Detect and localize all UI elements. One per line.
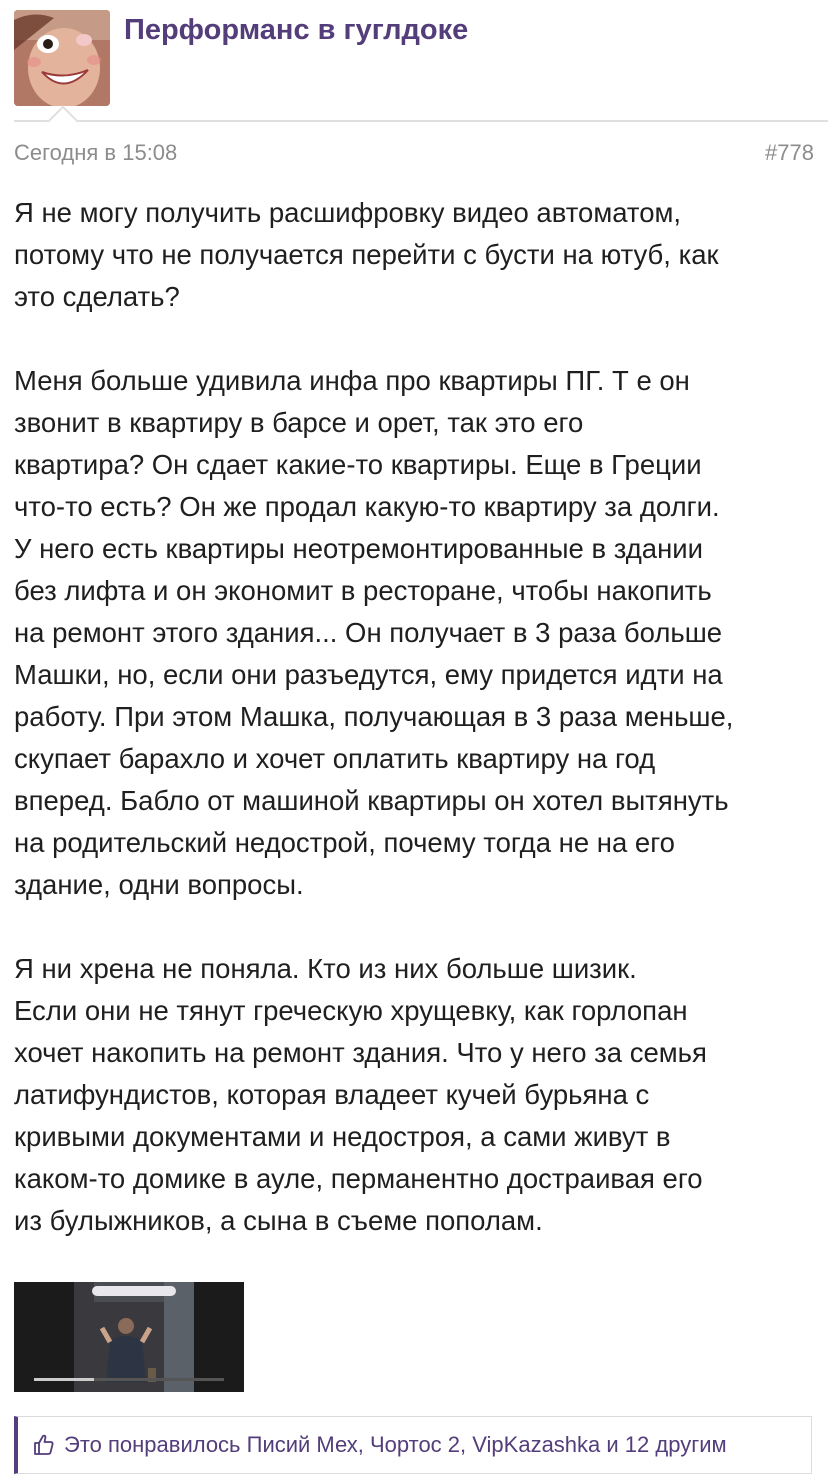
avatar-photo-icon [14,10,110,106]
post-paragraph-3: Я ни хрена не поняла. Кто из них больше шизик. Если они не тянут греческую хрущевку, как горлопан хочет накопить на ремонт здания. Что у него за семья латифундистов, которая владеет кучей бурьяна с кривыми документами и недостроя, а сами живут в каком-то домике в ауле, перманентно достраивая его из булыжников, а сына в съеме пополам. [14,953,707,1236]
post-date: Сегодня в 15:08 [14,140,178,165]
thread-title[interactable]: Перформанс в гуглдоке [124,14,469,46]
post-paragraph-1: Я не могу получить расшифровку видео автоматом, потому что не получается перейти с бусти на ютуб, как это сделать? [14,197,719,312]
video-attachment[interactable] [14,1282,244,1392]
likes-text[interactable]: Это понравилось Писий Мех, Чортос 2, VipKazashka и 12 другим [64,1432,727,1457]
header-divider [14,120,828,122]
thumbs-up-icon[interactable] [32,1433,56,1457]
post-body [14,192,818,1284]
post-paragraph-2: Меня больше удивила инфа про квартиры ПГ. Т е он звонит в квартиру в барсе и орет, так это его квартира? Он сдает какие-то квартиры. Еще в Греции что-то есть? Он же продал какую-то квартиру за долги. У него есть квартиры неотремонтированные в здании без лифта и он экономит в ресторане, чтобы накопить на ремонт этого здания... Он получает в 3 раза больше Машки, но, если они разъедутся, ему придется идти на работу. При этом Машка, получающая в 3 раза меньше, скупает барахло и хочет оплатить квартиру на год вперед. Бабло от машиной квартиры он хотел вытянуть на родительский недострой, почему тогда не на его здание, одни вопросы. [14,365,734,900]
likes-bar[interactable] [14,1416,812,1474]
header-notch [47,105,78,136]
avatar[interactable] [14,10,110,106]
video-thumbnail-icon [14,1282,244,1392]
thread-header [0,0,828,122]
post-number[interactable]: #778 [765,140,814,165]
